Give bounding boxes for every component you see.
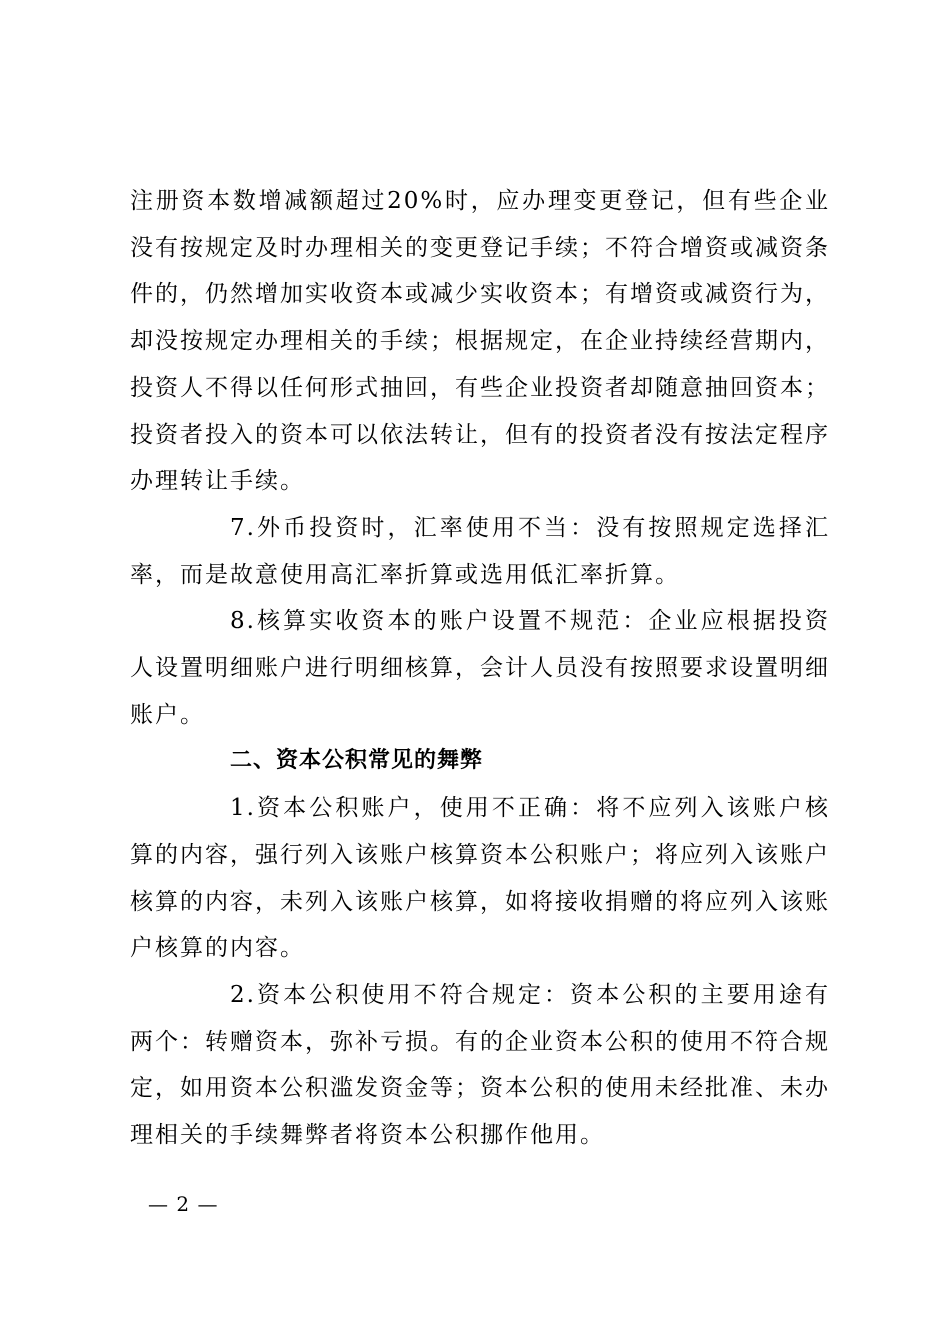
document-body (130, 178, 830, 1159)
paragraph-item-2-reserve-usage: 2.资本公积使用不符合规定：资本公积的主要用途有两个：转赠资本，弥补亏损。有的企业资本公积的使用不符合规定，如用资本公积滥发资金等；资本公积的使用未经批准、未办理相关的手续舞弊者将资本公积挪作他用。 (130, 981, 830, 1149)
section-heading-capital-reserve: 二、资本公积常见的舞弊 (230, 748, 484, 774)
paragraph-item-8-account-setup: 8.核算实收资本的账户设置不规范：企业应根据投资人设置明细账户进行明细核算，会计人员没有按照要求设置明细账户。 (130, 608, 830, 728)
page-number: — 2 — (148, 1192, 219, 1216)
paragraph-item-1-account-usage: 1.资本公积账户，使用不正确：将不应列入该账户核算的内容，强行列入该账户核算资本公积账户；将应列入该账户核算的内容，未列入该账户核算，如将接收捐赠的将应列入该账户核算的内容。 (130, 795, 830, 962)
paragraph-capital-change-continuation: 注册资本数增减额超过20%时，应办理变更登记，但有些企业没有按规定及时办理相关的变更登记手续；不符合增资或减资条件的，仍然增加实收资本或减少实收资本；有增资或减资行为，却没按规定办理相关的手续；根据规定，在企业持续经营期内，投资人不得以任何形式抽回，有些企业投资者却随意抽回资本；投资者投入的资本可以依法转让，但有的投资者没有按法定程序办理转让手续。 (130, 188, 830, 495)
paragraph-item-7-exchange-rate: 7.外币投资时，汇率使用不当：没有按照规定选择汇率，而是故意使用高汇率折算或选用低汇率折算。 (130, 514, 830, 588)
